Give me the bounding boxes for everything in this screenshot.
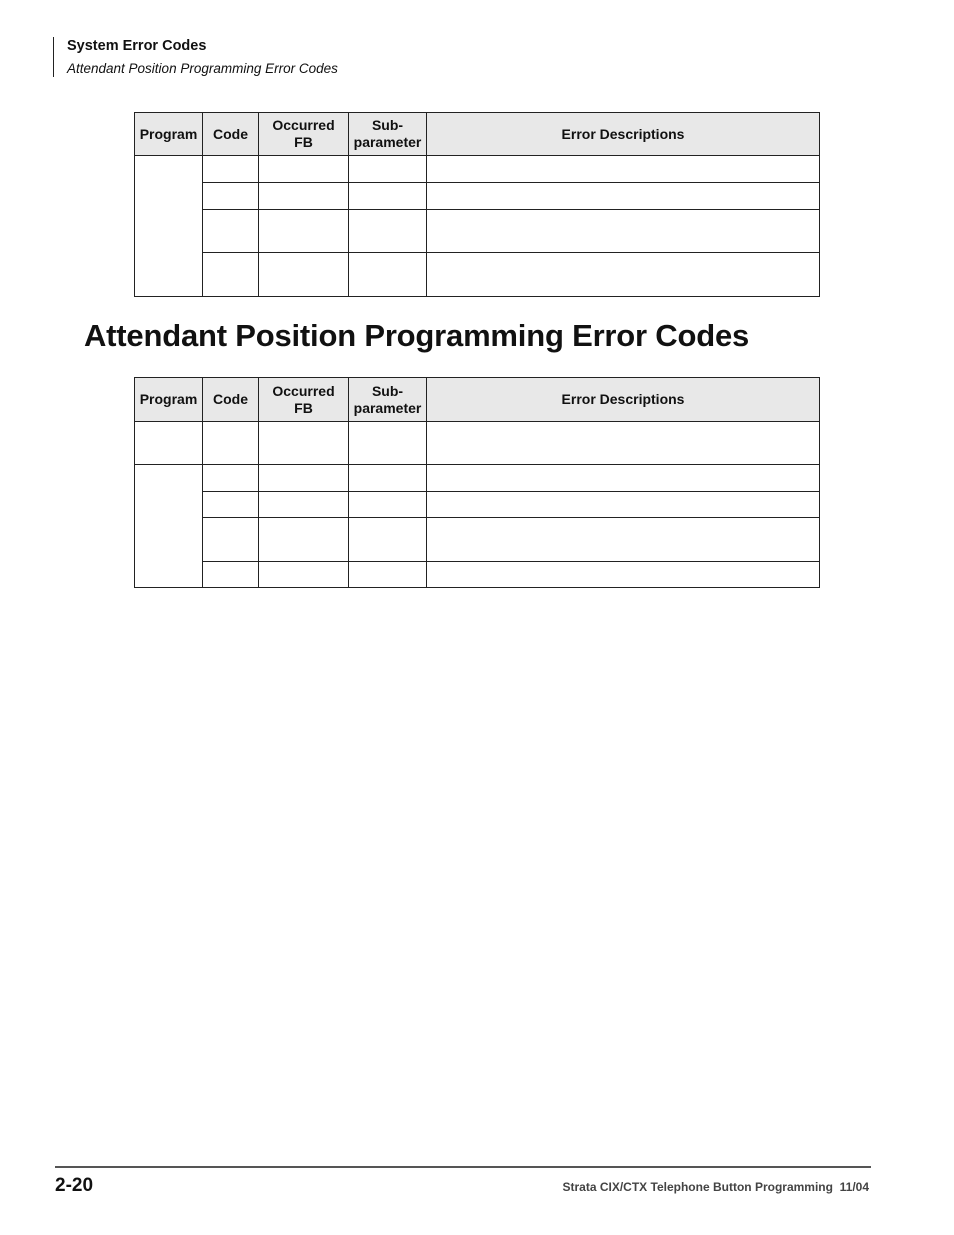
occurred-fb-cell: [259, 422, 349, 465]
page-number: 2-20: [55, 1175, 94, 1196]
code-cell: [203, 156, 259, 183]
table-header-row: [135, 113, 820, 156]
sub-parameter-cell: [349, 465, 427, 492]
code-cell: [203, 183, 259, 210]
table-row: [135, 562, 820, 588]
error-description-cell: [427, 210, 820, 253]
code-cell: [203, 422, 259, 465]
table-header-row: [135, 378, 820, 422]
column-header-program: Program: [135, 113, 203, 156]
error-description-cell: [427, 492, 820, 518]
occurred-fb-cell: [259, 183, 349, 210]
table-row: [135, 210, 820, 253]
attendant-position-error-codes-table: [134, 377, 820, 588]
error-description-cell: [427, 156, 820, 183]
occurred-fb-cell: [259, 156, 349, 183]
table-row: [135, 253, 820, 297]
column-header-code: Code: [203, 378, 259, 422]
footer-rule: [55, 1166, 871, 1168]
table-row: [135, 422, 820, 465]
code-cell: [203, 562, 259, 588]
error-description-cell: [427, 253, 820, 297]
column-header-program: Program: [135, 378, 203, 422]
occurred-fb-cell: [259, 562, 349, 588]
code-cell: [203, 518, 259, 562]
table-row: [135, 492, 820, 518]
occurred-fb-cell: [259, 518, 349, 562]
sub-parameter-cell: [349, 422, 427, 465]
code-cell: [203, 210, 259, 253]
running-header-subtitle: Attendant Position Programming Error Codes: [67, 61, 338, 76]
occurred-fb-cell: [259, 492, 349, 518]
column-header-code: Code: [203, 113, 259, 156]
program-cell: [135, 156, 203, 297]
running-header-title: System Error Codes: [67, 38, 207, 54]
code-cell: [203, 465, 259, 492]
column-header-error-descriptions: Error Descriptions: [427, 378, 820, 422]
section-heading: Attendant Position Programming Error Codes: [84, 318, 750, 353]
program-cell: [135, 422, 203, 465]
column-header-occurred-fb: Occurred FB: [259, 113, 349, 156]
error-description-cell: [427, 518, 820, 562]
column-header-sub-parameter: Sub- parameter: [349, 378, 427, 422]
error-codes-table-top: [134, 112, 820, 297]
sub-parameter-cell: [349, 492, 427, 518]
program-cell: [135, 465, 203, 588]
column-header-occurred-fb: Occurred FB: [259, 378, 349, 422]
error-description-cell: [427, 465, 820, 492]
occurred-fb-cell: [259, 465, 349, 492]
table-row: [135, 183, 820, 210]
occurred-fb-cell: [259, 210, 349, 253]
column-header-sub-parameter: Sub- parameter: [349, 113, 427, 156]
code-cell: [203, 253, 259, 297]
table-row: [135, 465, 820, 492]
sub-parameter-cell: [349, 210, 427, 253]
table-row: [135, 156, 820, 183]
sub-parameter-cell: [349, 253, 427, 297]
footer-document-title: Strata CIX/CTX Telephone Button Programming 11/04: [562, 1180, 869, 1194]
occurred-fb-cell: [259, 253, 349, 297]
code-cell: [203, 492, 259, 518]
sub-parameter-cell: [349, 562, 427, 588]
sub-parameter-cell: [349, 156, 427, 183]
header-vertical-rule: [53, 37, 54, 77]
error-description-cell: [427, 422, 820, 465]
table-row: [135, 518, 820, 562]
error-description-cell: [427, 562, 820, 588]
sub-parameter-cell: [349, 183, 427, 210]
sub-parameter-cell: [349, 518, 427, 562]
error-description-cell: [427, 183, 820, 210]
column-header-error-descriptions: Error Descriptions: [427, 113, 820, 156]
